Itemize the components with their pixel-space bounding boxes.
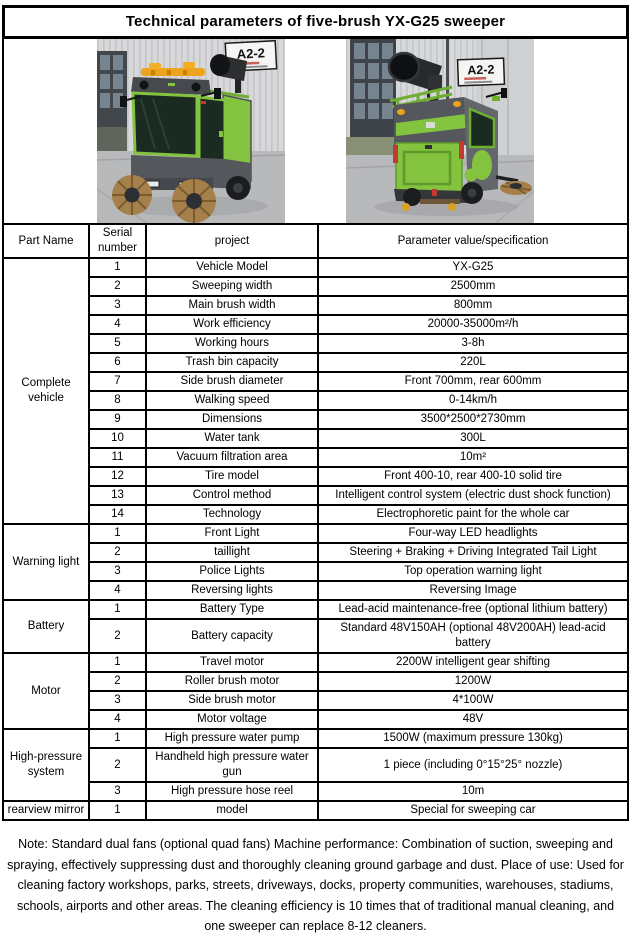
serial-cell: 3 (89, 562, 146, 581)
serial-cell: 1 (89, 524, 146, 543)
page (2, 5, 629, 821)
serial-cell: 3 (89, 296, 146, 315)
project-cell: Tire model (146, 467, 318, 486)
note-text: Note: Standard dual fans (optional quad fans) Machine performance: Combination of suction, sweeping and spraying, effectively suppressing dust and thoroughly cleaning ground garbage and dust. Place of use: Used for cleaning factory workshops, parks, streets, driveways, docks, property communities, warehouses, stadiums, schools, airports and other areas. The cleaning efficiency is 10 times that of traditional manual cleaning, and one sweeper can replace 8-12 cleaners. (7, 837, 624, 933)
serial-cell: 8 (89, 391, 146, 410)
value-cell: Lead-acid maintenance-free (optional lithium battery) (318, 600, 628, 619)
table-row (3, 296, 628, 315)
project-cell: Motor voltage (146, 710, 318, 729)
value-cell: Top operation warning light (318, 562, 628, 581)
serial-cell: 6 (89, 353, 146, 372)
table-row (3, 486, 628, 505)
project-cell: Side brush motor (146, 691, 318, 710)
project-cell: Main brush width (146, 296, 318, 315)
value-cell: Intelligent control system (electric dust shock function) (318, 486, 628, 505)
serial-cell: 1 (89, 258, 146, 277)
project-cell: Front Light (146, 524, 318, 543)
table-row (3, 524, 628, 543)
table-row (3, 448, 628, 467)
project-cell: Vehicle Model (146, 258, 318, 277)
serial-cell: 10 (89, 429, 146, 448)
table-row (3, 748, 628, 782)
value-cell: 48V (318, 710, 628, 729)
value-cell: Standard 48V150AH (optional 48V200AH) lead-acid battery (318, 619, 628, 653)
table-row (3, 672, 628, 691)
marker-light-icon (397, 109, 405, 115)
table-row (3, 653, 628, 672)
project-cell: Side brush diameter (146, 372, 318, 391)
part-name-cell: Warning light (3, 524, 89, 600)
header-serial-number: Serial number (89, 224, 146, 258)
serial-cell: 1 (89, 729, 146, 748)
project-cell: Work efficiency (146, 315, 318, 334)
value-cell: 1 piece (including 0°15°25° nozzle) (318, 748, 628, 782)
sign-label: A2-2 (236, 45, 266, 62)
page-title: Technical parameters of five-brush YX-G25 sweeper (2, 5, 629, 39)
value-cell: Four-way LED headlights (318, 524, 628, 543)
serial-cell: 4 (89, 581, 146, 600)
main-brush (420, 199, 460, 204)
serial-cell: 14 (89, 505, 146, 524)
caster-wheel (448, 203, 456, 211)
value-cell: 10m² (318, 448, 628, 467)
table-row (3, 410, 628, 429)
header-parameter-value: Parameter value/specification (318, 224, 628, 258)
table-row (3, 562, 628, 581)
value-cell: Front 700mm, rear 600mm (318, 372, 628, 391)
grass (346, 137, 396, 155)
serial-cell: 13 (89, 486, 146, 505)
serial-cell: 2 (89, 619, 146, 653)
table-row (3, 581, 628, 600)
table-row (3, 315, 628, 334)
part-name-cell: Motor (3, 653, 89, 729)
value-cell: Front 400-10, rear 400-10 solid tire (318, 467, 628, 486)
side-brush-icon (172, 179, 216, 223)
project-cell: Working hours (146, 334, 318, 353)
side-brush-icon (112, 175, 152, 215)
value-cell: YX-G25 (318, 258, 628, 277)
serial-cell: 5 (89, 334, 146, 353)
value-cell: Reversing Image (318, 581, 628, 600)
table-row (3, 391, 628, 410)
serial-cell: 7 (89, 372, 146, 391)
value-cell: 2200W intelligent gear shifting (318, 653, 628, 672)
table-row (3, 334, 628, 353)
serial-cell: 4 (89, 315, 146, 334)
project-cell: Water tank (146, 429, 318, 448)
table-row (3, 619, 628, 653)
table-header-row (3, 224, 628, 258)
table-row (3, 729, 628, 748)
header-project: project (146, 224, 318, 258)
project-cell: Police Lights (146, 562, 318, 581)
serial-cell: 9 (89, 410, 146, 429)
project-cell: Dimensions (146, 410, 318, 429)
spec-table-body (3, 258, 628, 820)
project-cell: Roller brush motor (146, 672, 318, 691)
project-cell: Battery Type (146, 600, 318, 619)
value-cell: 800mm (318, 296, 628, 315)
value-cell: 1500W (maximum pressure 130kg) (318, 729, 628, 748)
serial-cell: 1 (89, 600, 146, 619)
project-cell: Handheld high pressure water gun (146, 748, 318, 782)
value-cell: 3500*2500*2730mm (318, 410, 628, 429)
value-cell: Special for sweeping car (318, 801, 628, 820)
value-cell: 1200W (318, 672, 628, 691)
value-cell: 3-8h (318, 334, 628, 353)
caster-wheel (402, 203, 410, 211)
marker-light-icon (453, 101, 461, 107)
table-row (3, 782, 628, 801)
table-row (3, 710, 628, 729)
project-cell: Technology (146, 505, 318, 524)
project-cell: Walking speed (146, 391, 318, 410)
part-name-cell: rearview mirror (3, 801, 89, 820)
product-photos (2, 39, 629, 223)
value-cell: 2500mm (318, 277, 628, 296)
value-cell: 300L (318, 429, 628, 448)
taillight-icon (459, 141, 464, 159)
table-row (3, 372, 628, 391)
project-cell: Sweeping width (146, 277, 318, 296)
table-row (3, 505, 628, 524)
serial-cell: 3 (89, 691, 146, 710)
table-row (3, 467, 628, 486)
spec-table (2, 223, 629, 821)
value-cell: 20000-35000m²/h (318, 315, 628, 334)
serial-cell: 12 (89, 467, 146, 486)
part-name-cell: Battery (3, 600, 89, 653)
serial-cell: 2 (89, 543, 146, 562)
part-name-cell: High-pressure system (3, 729, 89, 801)
project-cell: High pressure hose reel (146, 782, 318, 801)
table-row (3, 691, 628, 710)
project-cell: Reversing lights (146, 581, 318, 600)
project-cell: Trash bin capacity (146, 353, 318, 372)
serial-cell: 2 (89, 748, 146, 782)
value-cell: 10m (318, 782, 628, 801)
project-cell: Battery capacity (146, 619, 318, 653)
serial-cell: 4 (89, 710, 146, 729)
serial-cell: 11 (89, 448, 146, 467)
project-cell: taillight (146, 543, 318, 562)
project-cell: Travel motor (146, 653, 318, 672)
side-mirror-icon (501, 88, 507, 98)
part-name-cell: Complete vehicle (3, 258, 89, 524)
wall-sign (458, 58, 505, 86)
sign-label: A2-2 (467, 62, 495, 78)
value-cell: 220L (318, 353, 628, 372)
sweeper-rear-photo (346, 39, 534, 223)
serial-cell: 1 (89, 653, 146, 672)
project-cell: High pressure water pump (146, 729, 318, 748)
project-cell: Control method (146, 486, 318, 505)
value-cell: Electrophoretic paint for the whole car (318, 505, 628, 524)
shrubs (97, 127, 127, 151)
header-part-name: Part Name (3, 224, 89, 258)
value-cell: 0-14km/h (318, 391, 628, 410)
serial-cell: 3 (89, 782, 146, 801)
value-cell: Steering + Braking + Driving Integrated Tail Light (318, 543, 628, 562)
serial-cell: 2 (89, 277, 146, 296)
project-cell: model (146, 801, 318, 820)
value-cell: 4*100W (318, 691, 628, 710)
rear-door (396, 143, 462, 193)
serial-cell: 2 (89, 672, 146, 691)
table-row (3, 353, 628, 372)
table-row (3, 429, 628, 448)
table-row (3, 600, 628, 619)
table-row (3, 543, 628, 562)
sweeper-front-photo (97, 39, 285, 223)
project-cell: Vacuum filtration area (146, 448, 318, 467)
table-row (3, 277, 628, 296)
taillight-icon (393, 145, 398, 163)
table-row (3, 258, 628, 277)
table-row (3, 801, 628, 820)
serial-cell: 1 (89, 801, 146, 820)
